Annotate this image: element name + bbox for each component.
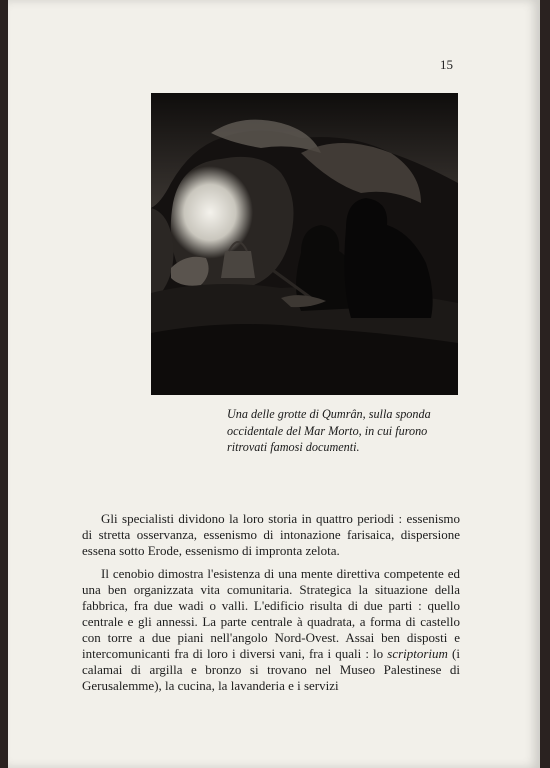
page-number: 15 (440, 57, 453, 72)
body-text (82, 511, 460, 694)
paragraph-2-italic: scriptorium (387, 646, 448, 661)
figure-caption: Una delle grotte di Qumrân, sulla sponda occidentale del Mar Morto, in cui furono ritrovati famosi documenti. (227, 407, 431, 454)
cave-photo-illustration (151, 93, 458, 395)
cave-photograph (151, 93, 458, 395)
paragraph-1: Gli specialisti dividono la loro storia in quattro periodi : essenismo di stretta osservanza, essenismo di intonazione farisaica, dispersione essena sotto Erode, essenismo di impronta zelota. (82, 511, 460, 558)
book-page (8, 0, 540, 768)
paragraph-2 (82, 566, 460, 694)
paragraph-2-part-2: (i calamai di argilla e bronzo si trovano nel Museo Palestinese di Gerusalemme), la cucina, la lavanderia e i servizi (82, 646, 460, 693)
paragraph-2-part-1: Il cenobio dimostra l'esistenza di una mente direttiva competente ed una ben organizzata vita comunitaria. Strategica la situazione della fabbrica, fra due wadi o valli. L'edificio risulta di due parti : quello centrale e gli annessi. La parte centrale à quadrata, a forma di castello con torre a due piani nell'angolo Nord-Ovest. Assai ben disposti e intercomunicanti fra di loro i diversi vani, fra i quali : lo (82, 566, 460, 661)
